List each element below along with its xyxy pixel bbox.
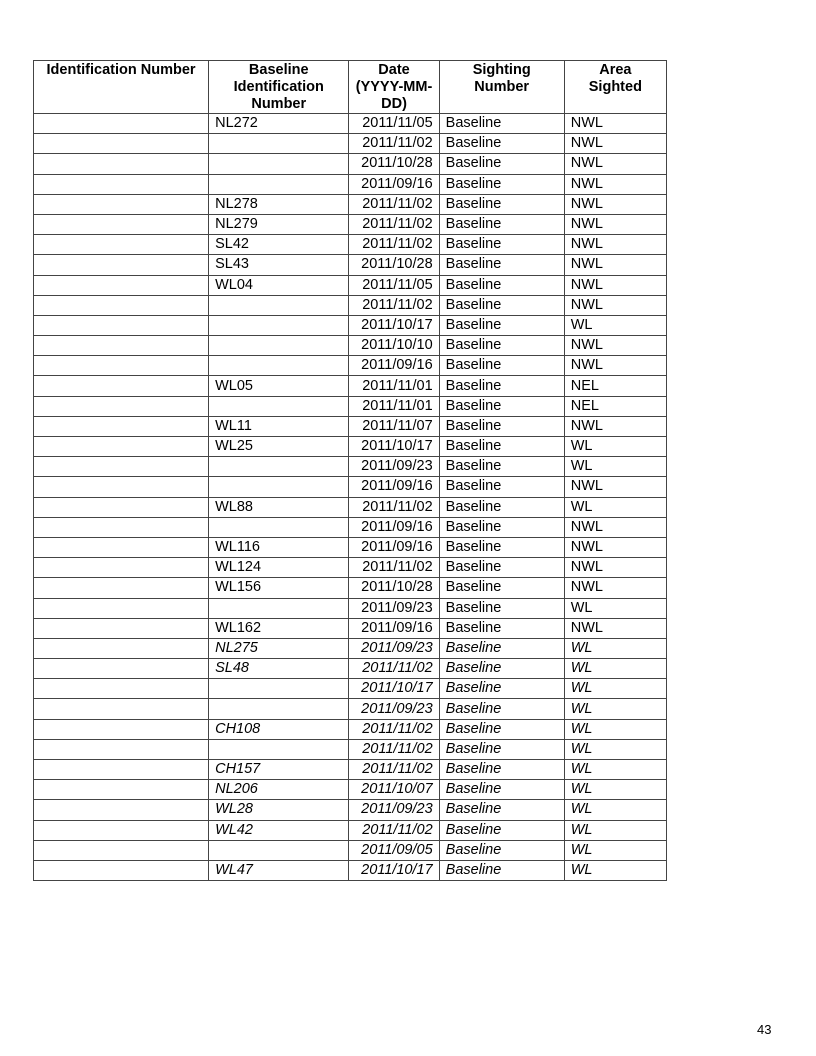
table-header (34, 61, 667, 114)
cell-identification-number (34, 477, 209, 497)
cell-identification-number (34, 255, 209, 275)
cell-date: 2011/11/02 (349, 558, 439, 578)
cell-sighting-number: Baseline (439, 477, 564, 497)
cell-baseline-identification-number: WL42 (209, 820, 349, 840)
table-row (34, 275, 667, 295)
table-row (34, 800, 667, 820)
cell-baseline-identification-number: WL116 (209, 537, 349, 557)
table-row (34, 659, 667, 679)
cell-sighting-number: Baseline (439, 860, 564, 880)
cell-area-sighted: NWL (564, 214, 666, 234)
cell-sighting-number: Baseline (439, 376, 564, 396)
cell-area-sighted: NWL (564, 578, 666, 598)
cell-area-sighted: NWL (564, 235, 666, 255)
cell-sighting-number: Baseline (439, 396, 564, 416)
cell-sighting-number: Baseline (439, 699, 564, 719)
cell-baseline-identification-number (209, 517, 349, 537)
cell-identification-number (34, 780, 209, 800)
cell-identification-number (34, 174, 209, 194)
cell-sighting-number: Baseline (439, 537, 564, 557)
cell-date: 2011/11/02 (349, 659, 439, 679)
table-row (34, 780, 667, 800)
cell-date: 2011/11/02 (349, 497, 439, 517)
cell-sighting-number: Baseline (439, 356, 564, 376)
cell-baseline-identification-number (209, 154, 349, 174)
cell-area-sighted: WL (564, 800, 666, 820)
header-sighting-number: Sighting Number (439, 61, 564, 114)
cell-sighting-number: Baseline (439, 497, 564, 517)
cell-identification-number (34, 437, 209, 457)
table-row (34, 194, 667, 214)
cell-area-sighted: NWL (564, 517, 666, 537)
cell-baseline-identification-number: SL43 (209, 255, 349, 275)
cell-identification-number (34, 114, 209, 134)
cell-identification-number (34, 800, 209, 820)
cell-sighting-number: Baseline (439, 618, 564, 638)
cell-identification-number (34, 578, 209, 598)
table-row (34, 760, 667, 780)
cell-sighting-number: Baseline (439, 457, 564, 477)
cell-date: 2011/09/16 (349, 477, 439, 497)
cell-baseline-identification-number (209, 336, 349, 356)
cell-baseline-identification-number (209, 679, 349, 699)
cell-identification-number (34, 194, 209, 214)
cell-identification-number (34, 659, 209, 679)
cell-area-sighted: WL (564, 760, 666, 780)
cell-baseline-identification-number (209, 699, 349, 719)
table-row (34, 739, 667, 759)
cell-date: 2011/10/28 (349, 154, 439, 174)
cell-date: 2011/10/10 (349, 336, 439, 356)
cell-area-sighted: WL (564, 315, 666, 335)
cell-identification-number (34, 356, 209, 376)
cell-baseline-identification-number (209, 739, 349, 759)
cell-area-sighted: WL (564, 457, 666, 477)
cell-identification-number (34, 820, 209, 840)
cell-date: 2011/09/23 (349, 638, 439, 658)
cell-identification-number (34, 537, 209, 557)
cell-area-sighted: NWL (564, 194, 666, 214)
table-row (34, 537, 667, 557)
cell-identification-number (34, 840, 209, 860)
table-row (34, 719, 667, 739)
cell-date: 2011/09/16 (349, 618, 439, 638)
cell-date: 2011/09/23 (349, 800, 439, 820)
cell-identification-number (34, 214, 209, 234)
cell-date: 2011/09/05 (349, 840, 439, 860)
cell-identification-number (34, 416, 209, 436)
cell-area-sighted: NWL (564, 174, 666, 194)
cell-sighting-number: Baseline (439, 780, 564, 800)
header-identification-number: Identification Number (34, 61, 209, 114)
cell-identification-number (34, 598, 209, 618)
cell-area-sighted: NWL (564, 618, 666, 638)
cell-baseline-identification-number (209, 840, 349, 860)
table-row (34, 558, 667, 578)
table-row (34, 860, 667, 880)
table-row (34, 214, 667, 234)
cell-identification-number (34, 679, 209, 699)
cell-identification-number (34, 699, 209, 719)
cell-sighting-number: Baseline (439, 659, 564, 679)
cell-date: 2011/09/16 (349, 356, 439, 376)
cell-identification-number (34, 235, 209, 255)
cell-area-sighted: WL (564, 739, 666, 759)
cell-sighting-number: Baseline (439, 214, 564, 234)
cell-identification-number (34, 336, 209, 356)
cell-sighting-number: Baseline (439, 638, 564, 658)
cell-sighting-number: Baseline (439, 336, 564, 356)
table-row (34, 416, 667, 436)
table-body (34, 114, 667, 881)
cell-sighting-number: Baseline (439, 800, 564, 820)
cell-date: 2011/10/28 (349, 578, 439, 598)
cell-baseline-identification-number: WL156 (209, 578, 349, 598)
cell-sighting-number: Baseline (439, 517, 564, 537)
cell-date: 2011/11/02 (349, 739, 439, 759)
table-row (34, 457, 667, 477)
cell-baseline-identification-number: WL05 (209, 376, 349, 396)
cell-baseline-identification-number: NL279 (209, 214, 349, 234)
cell-identification-number (34, 154, 209, 174)
table-row (34, 174, 667, 194)
cell-identification-number (34, 396, 209, 416)
cell-date: 2011/10/17 (349, 860, 439, 880)
cell-area-sighted: NWL (564, 477, 666, 497)
cell-identification-number (34, 760, 209, 780)
table-row (34, 154, 667, 174)
cell-identification-number (34, 618, 209, 638)
cell-sighting-number: Baseline (439, 235, 564, 255)
cell-baseline-identification-number: NL206 (209, 780, 349, 800)
cell-identification-number (34, 860, 209, 880)
cell-date: 2011/11/02 (349, 820, 439, 840)
cell-area-sighted: WL (564, 719, 666, 739)
cell-area-sighted: WL (564, 659, 666, 679)
cell-date: 2011/11/02 (349, 760, 439, 780)
cell-area-sighted: NWL (564, 336, 666, 356)
cell-baseline-identification-number: WL124 (209, 558, 349, 578)
cell-date: 2011/11/02 (349, 214, 439, 234)
cell-area-sighted: NWL (564, 295, 666, 315)
cell-sighting-number: Baseline (439, 416, 564, 436)
cell-sighting-number: Baseline (439, 679, 564, 699)
cell-baseline-identification-number: SL48 (209, 659, 349, 679)
cell-identification-number (34, 275, 209, 295)
cell-area-sighted: NEL (564, 376, 666, 396)
table-row (34, 840, 667, 860)
cell-date: 2011/09/23 (349, 699, 439, 719)
cell-sighting-number: Baseline (439, 558, 564, 578)
cell-date: 2011/11/02 (349, 235, 439, 255)
cell-area-sighted: NWL (564, 356, 666, 376)
cell-area-sighted: WL (564, 840, 666, 860)
cell-sighting-number: Baseline (439, 174, 564, 194)
cell-identification-number (34, 134, 209, 154)
cell-area-sighted: WL (564, 598, 666, 618)
cell-area-sighted: NWL (564, 114, 666, 134)
cell-area-sighted: WL (564, 437, 666, 457)
table-row (34, 255, 667, 275)
cell-date: 2011/11/07 (349, 416, 439, 436)
cell-area-sighted: WL (564, 497, 666, 517)
cell-identification-number (34, 497, 209, 517)
table-row (34, 315, 667, 335)
cell-area-sighted: WL (564, 780, 666, 800)
table-row (34, 134, 667, 154)
cell-baseline-identification-number (209, 477, 349, 497)
cell-sighting-number: Baseline (439, 194, 564, 214)
cell-area-sighted: WL (564, 679, 666, 699)
cell-baseline-identification-number (209, 396, 349, 416)
header-date: Date (YYYY-MM-DD) (349, 61, 439, 114)
cell-area-sighted: NWL (564, 416, 666, 436)
cell-date: 2011/10/17 (349, 679, 439, 699)
cell-sighting-number: Baseline (439, 760, 564, 780)
cell-baseline-identification-number: CH157 (209, 760, 349, 780)
cell-baseline-identification-number: WL28 (209, 800, 349, 820)
cell-sighting-number: Baseline (439, 437, 564, 457)
cell-baseline-identification-number: NL272 (209, 114, 349, 134)
cell-date: 2011/11/02 (349, 134, 439, 154)
cell-baseline-identification-number: CH108 (209, 719, 349, 739)
cell-sighting-number: Baseline (439, 840, 564, 860)
table-row (34, 376, 667, 396)
cell-date: 2011/11/02 (349, 295, 439, 315)
cell-baseline-identification-number (209, 295, 349, 315)
table-row (34, 336, 667, 356)
cell-area-sighted: WL (564, 820, 666, 840)
cell-date: 2011/10/17 (349, 315, 439, 335)
cell-date: 2011/11/05 (349, 275, 439, 295)
cell-area-sighted: NWL (564, 154, 666, 174)
cell-area-sighted: NWL (564, 255, 666, 275)
cell-baseline-identification-number: NL275 (209, 638, 349, 658)
cell-date: 2011/09/16 (349, 174, 439, 194)
table-row (34, 497, 667, 517)
cell-sighting-number: Baseline (439, 719, 564, 739)
cell-area-sighted: NWL (564, 275, 666, 295)
header-baseline-identification-number: Baseline Identification Number (209, 61, 349, 114)
cell-date: 2011/10/17 (349, 437, 439, 457)
cell-sighting-number: Baseline (439, 295, 564, 315)
cell-sighting-number: Baseline (439, 578, 564, 598)
cell-area-sighted: WL (564, 699, 666, 719)
cell-area-sighted: NWL (564, 558, 666, 578)
cell-date: 2011/10/28 (349, 255, 439, 275)
table-row (34, 638, 667, 658)
cell-date: 2011/09/23 (349, 457, 439, 477)
cell-date: 2011/11/02 (349, 719, 439, 739)
cell-date: 2011/09/23 (349, 598, 439, 618)
cell-sighting-number: Baseline (439, 114, 564, 134)
cell-baseline-identification-number (209, 457, 349, 477)
cell-baseline-identification-number: NL278 (209, 194, 349, 214)
cell-date: 2011/11/01 (349, 396, 439, 416)
table-row (34, 699, 667, 719)
table-row (34, 477, 667, 497)
table-row (34, 517, 667, 537)
table-row (34, 578, 667, 598)
cell-identification-number (34, 517, 209, 537)
cell-sighting-number: Baseline (439, 820, 564, 840)
cell-area-sighted: NWL (564, 134, 666, 154)
cell-baseline-identification-number: WL47 (209, 860, 349, 880)
cell-sighting-number: Baseline (439, 154, 564, 174)
cell-date: 2011/11/01 (349, 376, 439, 396)
cell-baseline-identification-number: WL25 (209, 437, 349, 457)
cell-sighting-number: Baseline (439, 275, 564, 295)
cell-identification-number (34, 558, 209, 578)
cell-date: 2011/11/02 (349, 194, 439, 214)
cell-sighting-number: Baseline (439, 739, 564, 759)
cell-identification-number (34, 719, 209, 739)
cell-sighting-number: Baseline (439, 255, 564, 275)
table-row (34, 235, 667, 255)
cell-area-sighted: WL (564, 638, 666, 658)
header-area-sighted: Area Sighted (564, 61, 666, 114)
cell-date: 2011/09/16 (349, 537, 439, 557)
cell-area-sighted: NEL (564, 396, 666, 416)
cell-sighting-number: Baseline (439, 134, 564, 154)
cell-baseline-identification-number (209, 174, 349, 194)
cell-identification-number (34, 376, 209, 396)
cell-area-sighted: NWL (564, 537, 666, 557)
cell-identification-number (34, 739, 209, 759)
cell-identification-number (34, 638, 209, 658)
cell-baseline-identification-number (209, 315, 349, 335)
table-row (34, 356, 667, 376)
cell-baseline-identification-number: WL88 (209, 497, 349, 517)
table-row (34, 820, 667, 840)
table-row (34, 396, 667, 416)
cell-baseline-identification-number (209, 356, 349, 376)
cell-baseline-identification-number: WL04 (209, 275, 349, 295)
cell-baseline-identification-number (209, 598, 349, 618)
table-row (34, 598, 667, 618)
cell-date: 2011/10/07 (349, 780, 439, 800)
cell-baseline-identification-number: SL42 (209, 235, 349, 255)
header-row (34, 61, 667, 114)
cell-baseline-identification-number (209, 134, 349, 154)
cell-baseline-identification-number: WL11 (209, 416, 349, 436)
table-row (34, 437, 667, 457)
cell-sighting-number: Baseline (439, 315, 564, 335)
sightings-table (33, 60, 667, 881)
table-row (34, 114, 667, 134)
cell-sighting-number: Baseline (439, 598, 564, 618)
cell-area-sighted: WL (564, 860, 666, 880)
table-row (34, 618, 667, 638)
cell-identification-number (34, 457, 209, 477)
cell-date: 2011/09/16 (349, 517, 439, 537)
cell-date: 2011/11/05 (349, 114, 439, 134)
cell-baseline-identification-number: WL162 (209, 618, 349, 638)
page-number: 43 (757, 1022, 772, 1037)
table-row (34, 679, 667, 699)
cell-identification-number (34, 315, 209, 335)
table-row (34, 295, 667, 315)
cell-identification-number (34, 295, 209, 315)
